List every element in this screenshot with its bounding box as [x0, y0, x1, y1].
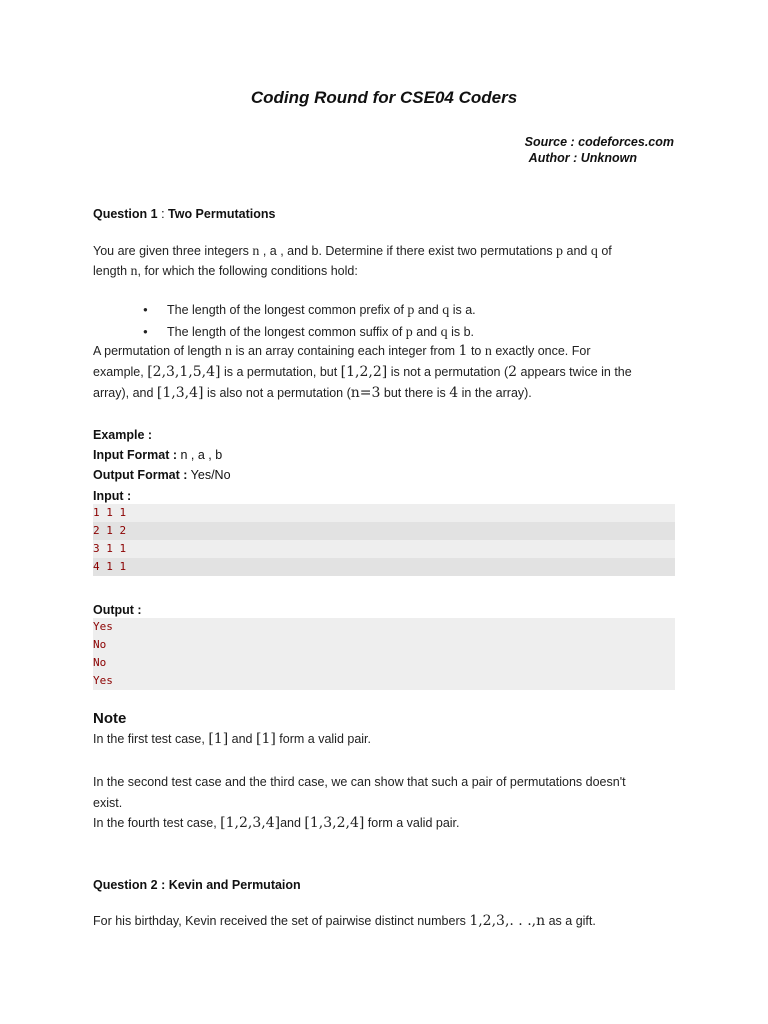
text: but there is	[380, 386, 450, 400]
text: is not a permutation (	[387, 365, 509, 379]
conditions-list	[93, 299, 476, 343]
input-format-label: Input Format :	[93, 448, 178, 462]
text: Output :	[93, 603, 142, 617]
output-label	[93, 603, 142, 617]
math-n: n	[130, 264, 138, 279]
q1-intro-line-2	[93, 261, 358, 282]
q1-def-line-3	[93, 383, 532, 403]
text: appears twice in the	[517, 365, 632, 379]
text: length	[93, 264, 131, 278]
math-n: n	[484, 344, 492, 359]
text: array), and	[93, 386, 157, 400]
math-not-perm-2: [1,3,4]	[156, 385, 204, 401]
text: form a valid pair.	[275, 732, 372, 746]
output-code-block	[93, 618, 675, 690]
text: In the first test case,	[93, 732, 209, 746]
text: exactly once. For	[491, 344, 591, 358]
text: and	[280, 816, 305, 830]
author-line: Author : Unknown	[528, 151, 637, 165]
math-one: 1	[458, 343, 468, 359]
code-line: 3 1 1	[93, 540, 675, 558]
note-line-3: exist.	[93, 796, 123, 810]
math-four: 4	[449, 385, 459, 401]
text: Input :	[93, 489, 132, 503]
text: is a.	[449, 303, 476, 317]
text: For his birthday, Kevin received the set of pairwise distinct numbers	[93, 914, 470, 928]
q1-def-line-1	[93, 341, 591, 362]
source-line: Source : codeforces.com	[524, 135, 674, 149]
text: Question 2 : Kevin and Permutaion	[93, 878, 301, 892]
math-q: q	[442, 303, 450, 318]
code-line: Yes	[93, 618, 675, 636]
math: 1,2,3,. . .,n	[469, 913, 546, 929]
page-title: Coding Round for CSE04 Coders	[250, 88, 518, 107]
q1-def-line-2	[93, 362, 632, 382]
text: , for which the following conditions hold:	[137, 264, 358, 278]
text: and	[228, 732, 256, 746]
math-p: p	[405, 325, 413, 340]
text: in the array).	[458, 386, 532, 400]
text: and	[412, 325, 441, 339]
q1-intro-line-1	[93, 241, 612, 262]
math: [1,3,2,4]	[304, 815, 365, 831]
text: You are given three integers	[93, 244, 253, 258]
note-line-4	[93, 813, 460, 833]
text: A permutation of length	[93, 344, 226, 358]
math-n-eq-3: n=3	[350, 385, 381, 401]
text: is also not a permutation (	[203, 386, 351, 400]
note-line-2: In the second test case and the third case, we can show that such a pair of permutations doesn't	[93, 775, 626, 789]
math-two: 2	[508, 364, 518, 380]
math-q: q	[440, 325, 448, 340]
output-format-label: Output Format :	[93, 468, 188, 482]
text: of	[597, 244, 612, 258]
math-p: p	[556, 244, 564, 259]
input-code-block	[93, 504, 675, 576]
code-line: Yes	[93, 672, 675, 690]
text: Example :	[93, 428, 153, 442]
math-not-perm-1: [1,2,2]	[340, 364, 388, 380]
text: as a gift.	[545, 914, 596, 928]
text: is an array containing each integer from	[232, 344, 459, 358]
math: [1,2,3,4]	[220, 815, 281, 831]
question-1-label: Question 1	[93, 207, 158, 221]
question-2-heading	[93, 878, 301, 892]
text: to	[467, 344, 485, 358]
math-perm-example: [2,3,1,5,4]	[147, 364, 221, 380]
code-line: 1 1 1	[93, 504, 675, 522]
text: is a permutation, but	[220, 365, 341, 379]
text: , a , and b. Determine if there exist two permutations	[259, 244, 557, 258]
input-label	[93, 489, 131, 503]
text: form a valid pair.	[364, 816, 460, 830]
input-format-value: n , a , b	[177, 448, 223, 462]
output-format-value: Yes/No	[187, 468, 231, 482]
example-label	[93, 428, 152, 442]
condition-item-suffix	[93, 321, 476, 343]
note-heading: Note	[93, 710, 127, 727]
question-1-sep: :	[157, 207, 169, 221]
math-q: q	[590, 244, 598, 259]
code-line: No	[93, 636, 675, 654]
math-p: p	[407, 303, 415, 318]
text: The length of the longest common prefix of	[167, 303, 408, 317]
math-n: n	[225, 344, 233, 359]
code-line: 4 1 1	[93, 558, 675, 576]
math-n: n	[252, 244, 260, 259]
question-1-title: Two Permutations	[168, 207, 276, 221]
question-1-heading	[93, 207, 275, 221]
code-line: 2 1 2	[93, 522, 675, 540]
text: example,	[93, 365, 148, 379]
math: [1]	[255, 731, 276, 747]
text: is b.	[447, 325, 475, 339]
q2-intro-line	[93, 911, 596, 931]
code-line: No	[93, 654, 675, 672]
input-format-line	[93, 448, 222, 462]
text: and	[414, 303, 443, 317]
text: In the fourth test case,	[93, 816, 221, 830]
math: [1]	[208, 731, 229, 747]
text: and	[563, 244, 591, 258]
text: The length of the longest common suffix of	[167, 325, 406, 339]
output-format-line	[93, 468, 231, 482]
note-line-1	[93, 729, 371, 749]
condition-item-prefix	[93, 299, 476, 321]
